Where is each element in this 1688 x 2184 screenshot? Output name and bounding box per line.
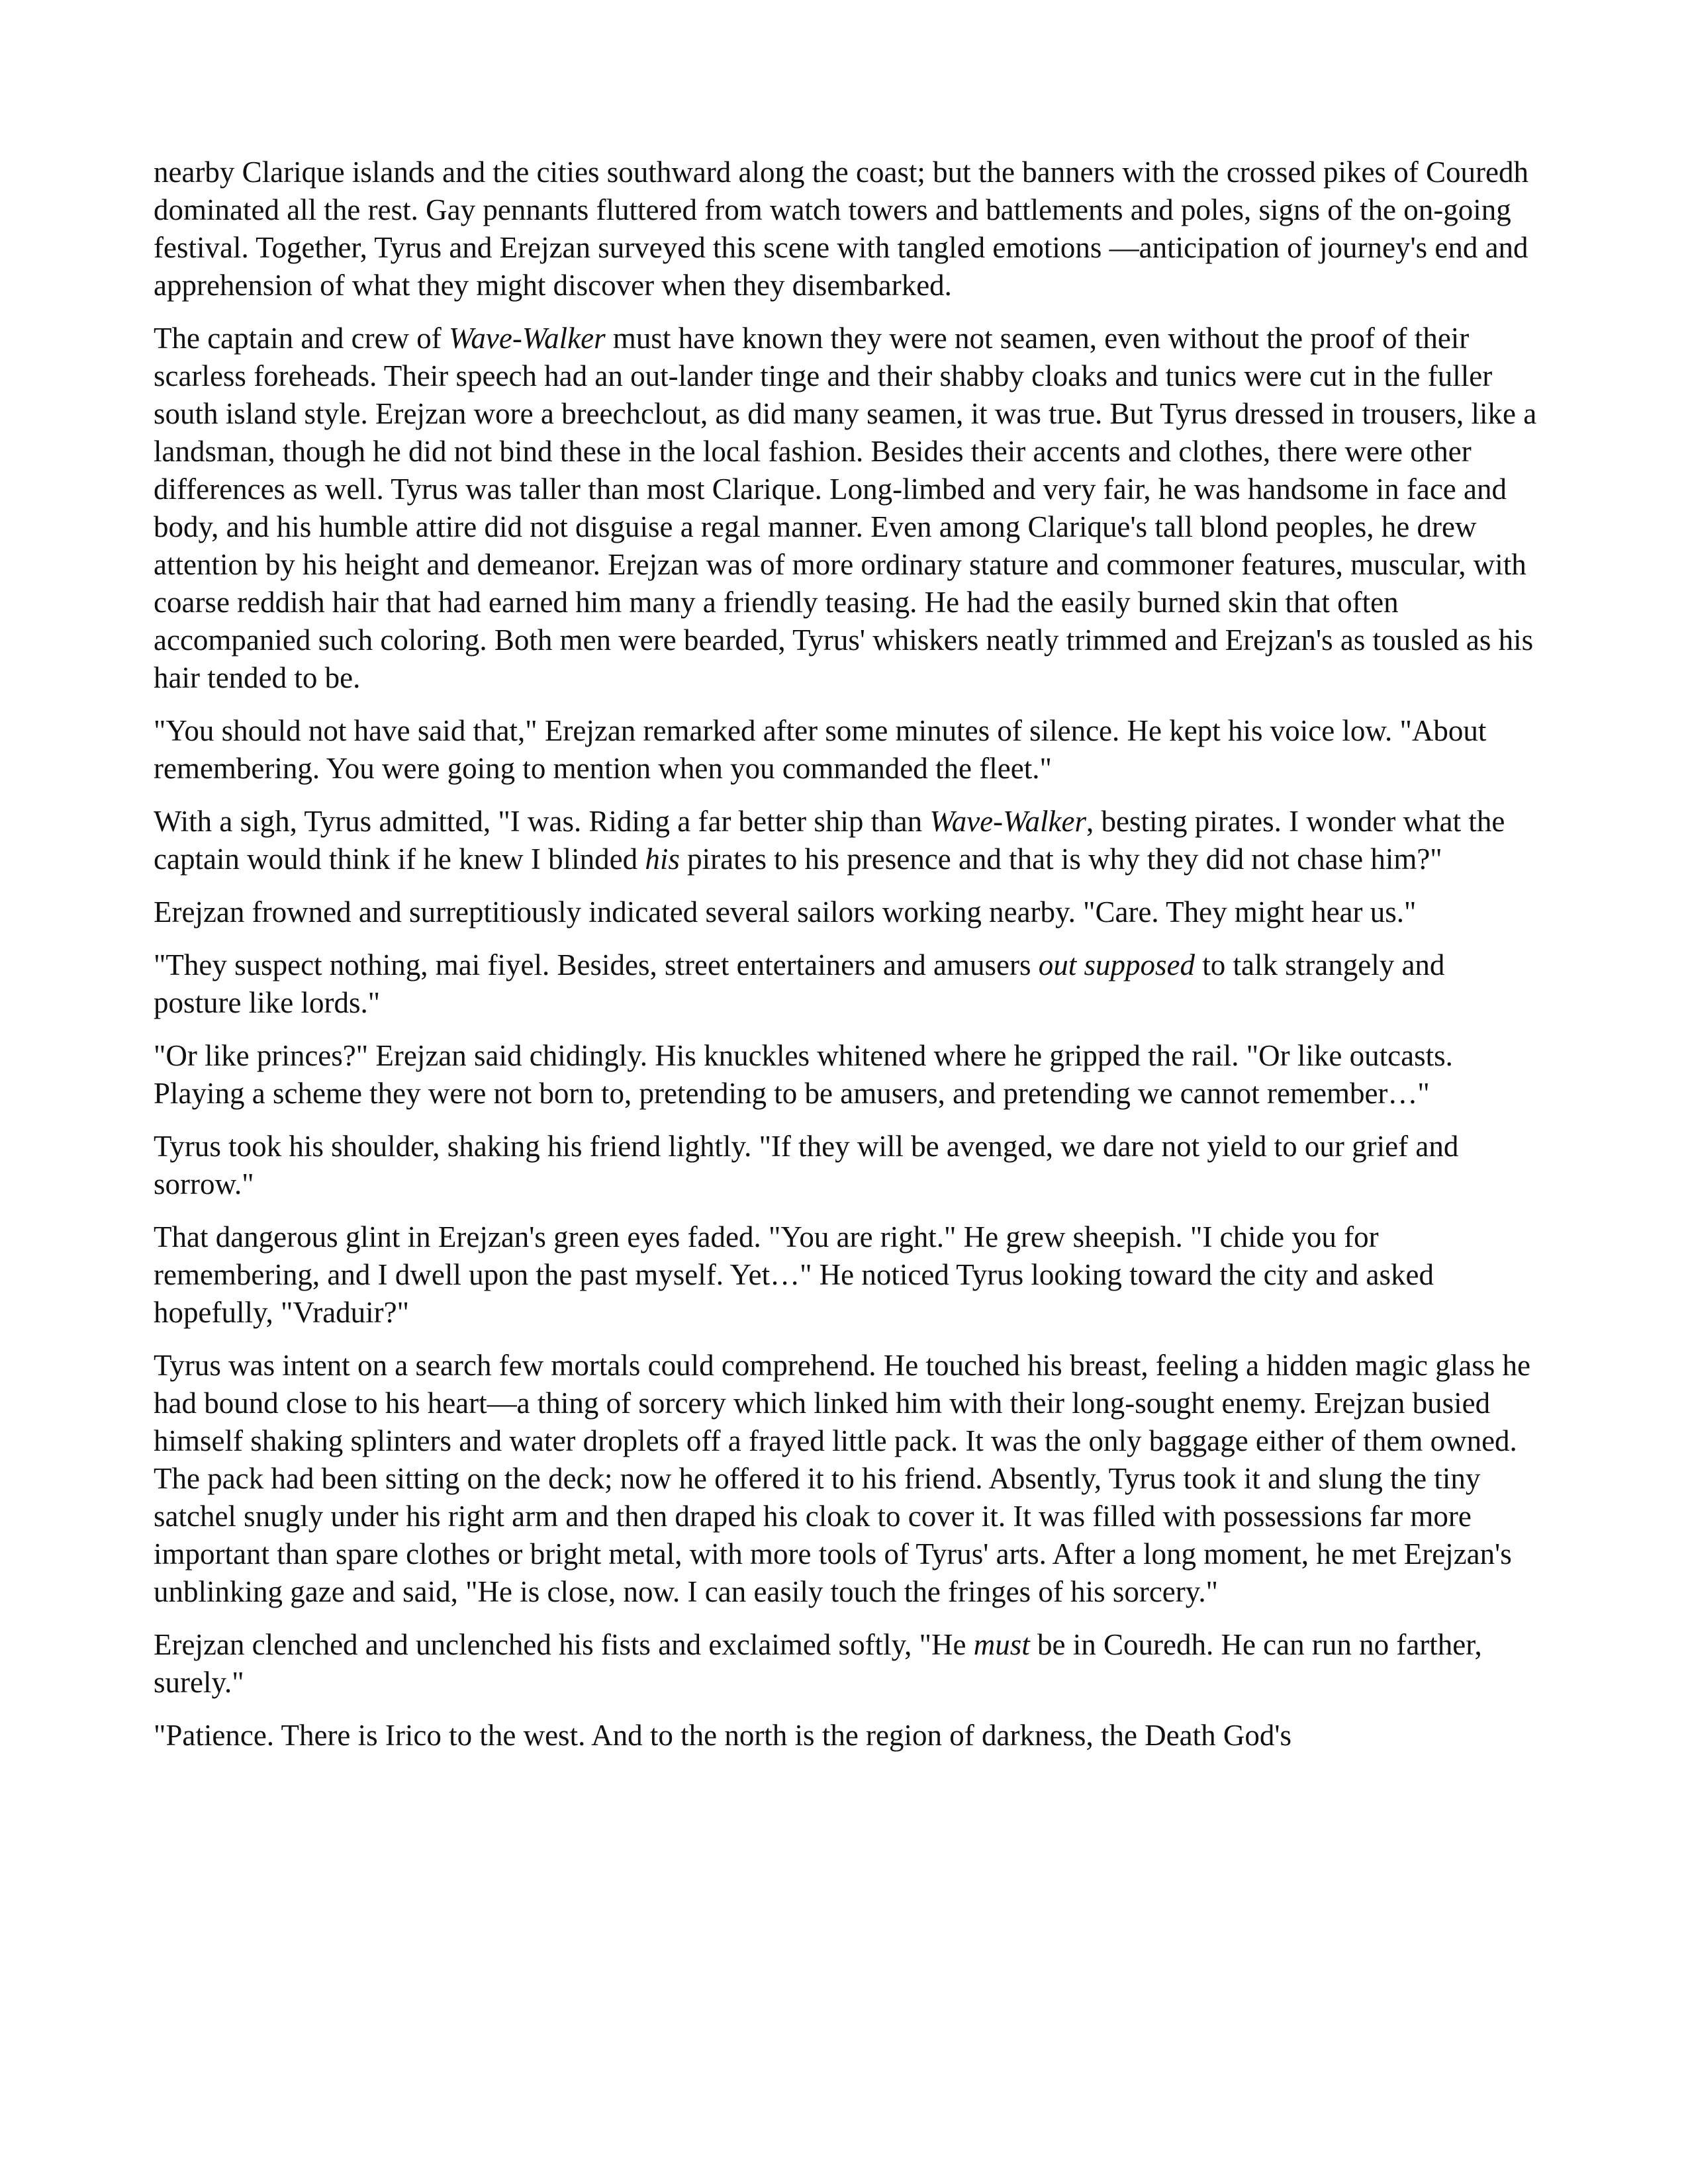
paragraph: [154, 946, 1537, 1022]
text-run: Tyrus was intent on a search few mortals could comprehend. He touched his breast, feeling a hidden magic glass he had bound close to his heart—a thing of sorcery which linked him with their long-sought enemy. Erejzan busied himself shaking splinters and water droplets off a frayed little pack. It was the only baggage either of them owned. The pack had been sitting on the deck; now he offered it to his friend. Absently, Tyrus took it and slung the tiny satchel snugly under his right arm and then draped his cloak to cover it. It was filled with possessions far more important than spare clothes or bright metal, with more tools of Tyrus' arts. After a long moment, he met Erejzan's unblinking gaze and said, "He is close, now. I can easily touch the fringes of his sorcery.": [154, 1349, 1530, 1608]
document-page: [154, 154, 1537, 1770]
text-run: The captain and crew of: [154, 322, 449, 355]
paragraph: [154, 712, 1537, 788]
paragraph: [154, 893, 1537, 931]
text-run: must have known they were not seamen, even without the proof of their scarless foreheads. Their speech had an out-lander tinge and their shabby cloaks and tunics were cut in the fuller south island style. Erejzan wore a breechclout, as did many seamen, it was true. But Tyrus dressed in trousers, like a landsman, though he did not bind these in the local fashion. Besides their accents and clothes, there were other differences as well. Tyrus was taller than most Clarique. Long-limbed and very fair, he was handsome in face and body, and his humble attire did not disguise a regal manner. Even among Clarique's tall blond peoples, he drew attention by his height and demeanor. Erejzan was of more ordinary stature and commoner features, muscular, with coarse reddish hair that had earned him many a friendly teasing. He had the easily burned skin that often accompanied such coloring. Both men were bearded, Tyrus' whiskers neatly trimmed and Erejzan's as tousled as his hair tended to be.: [154, 322, 1537, 694]
text-run: With a sigh, Tyrus admitted, "I was. Riding a far better ship than: [154, 805, 930, 838]
paragraph: [154, 1037, 1537, 1113]
text-run: "Or like princes?" Erejzan said chidingly. His knuckles whitened where he gripped the rail. "Or like outcasts. Playing a scheme they were not born to, pretending to be amusers, and pretending we cannot remember…": [154, 1039, 1453, 1110]
italic-run: out supposed: [1038, 948, 1196, 981]
text-run: to talk strangely and posture like lords.": [154, 948, 1445, 1019]
paragraph: [154, 320, 1537, 697]
text-run: "They suspect nothing, mai fiyel. Besides, street entertainers and amusers: [154, 948, 1039, 981]
italic-run: his: [645, 842, 680, 876]
text-run: "You should not have said that," Erejzan remarked after some minutes of silence. He kept his voice low. "About remembering. You were going to mention when you commanded the fleet.": [154, 714, 1487, 785]
text-run: Tyrus took his shoulder, shaking his friend lightly. "If they will be avenged, we dare not yield to our grief and sorrow.": [154, 1130, 1459, 1201]
text-run: Erejzan frowned and surreptitiously indicated several sailors working nearby. "Care. They might hear us.": [154, 895, 1417, 929]
paragraph: [154, 1347, 1537, 1611]
paragraph: [154, 1128, 1537, 1203]
text-run: That dangerous glint in Erejzan's green eyes faded. "You are right." He grew sheepish. "I chide you for remembering, and I dwell upon the past myself. Yet…" He noticed Tyrus looking toward the city and asked hopefully, "Vraduir?": [154, 1220, 1434, 1329]
text-run: Erejzan clenched and unclenched his fists and exclaimed softly, "He: [154, 1628, 974, 1661]
paragraph: [154, 1218, 1537, 1332]
paragraph: [154, 1626, 1537, 1702]
paragraph: [154, 803, 1537, 878]
italic-run: Wave-Walker: [449, 322, 606, 355]
text-run: nearby Clarique islands and the cities southward along the coast; but the banners with the crossed pikes of Couredh dominated all the rest. Gay pennants fluttered from watch towers and battlements and poles, signs of the on-going festival. Together, Tyrus and Erejzan surveyed this scene with tangled emotions —anticipation of journey's end and apprehension of what they might discover when they disembarked.: [154, 156, 1528, 302]
text-run: pirates to his presence and that is why they did not chase him?": [679, 842, 1442, 876]
text-run: "Patience. There is Irico to the west. And to the north is the region of darkness, the Death God's: [154, 1719, 1291, 1752]
text-run: be in Couredh. He can run no farther, surely.": [154, 1628, 1482, 1699]
italic-run: must: [973, 1628, 1030, 1661]
italic-run: Wave-Walker: [929, 805, 1086, 838]
text-run: , besting pirates. I wonder what the captain would think if he knew I blinded: [154, 805, 1505, 876]
paragraph: [154, 1717, 1537, 1754]
paragraph: [154, 154, 1537, 304]
